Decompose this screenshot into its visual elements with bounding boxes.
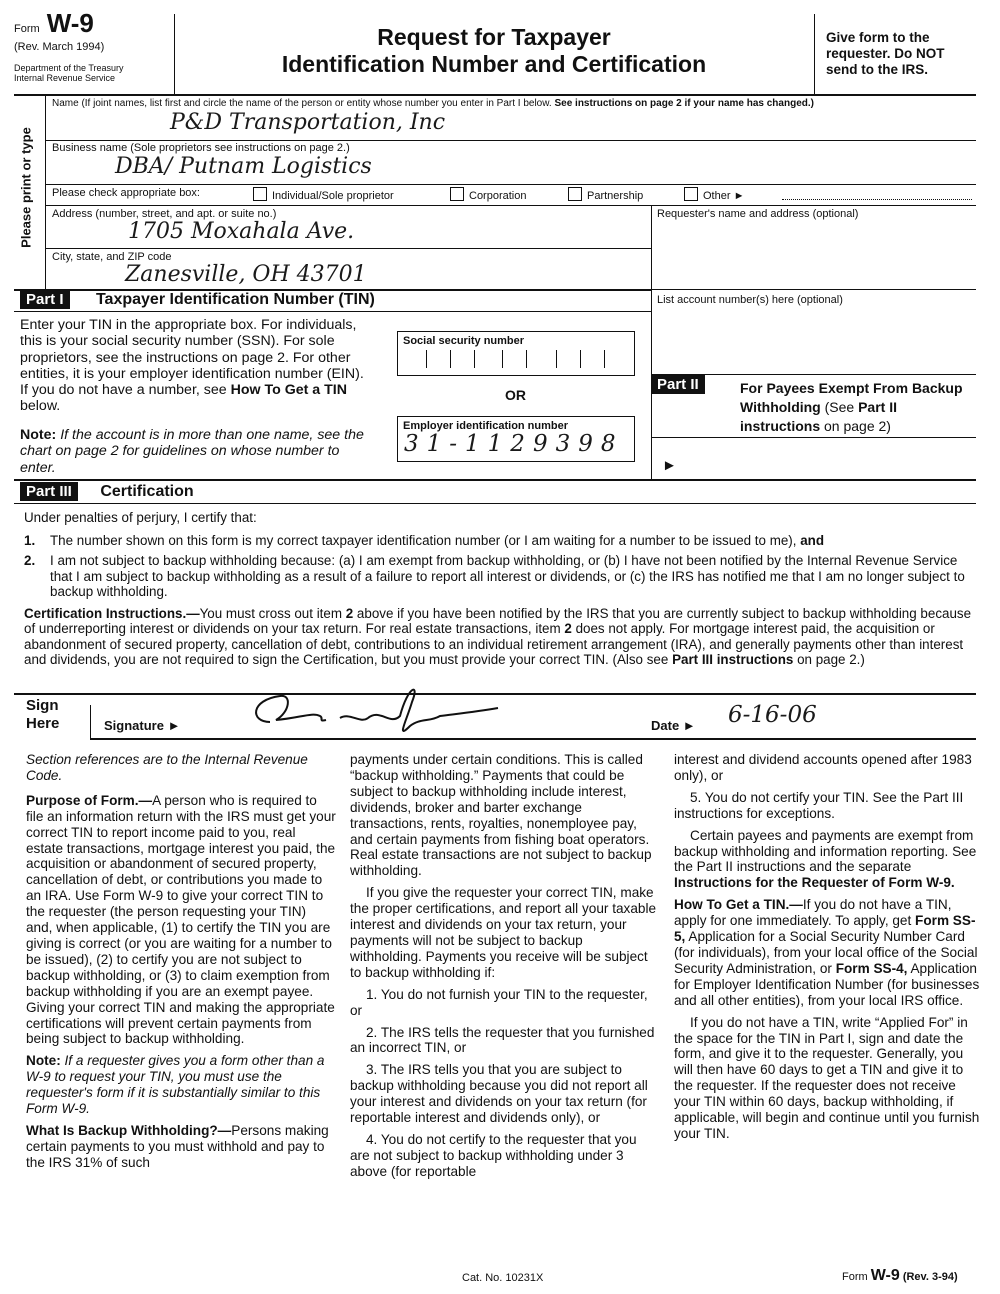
- ssn-label: Social security number: [403, 335, 525, 347]
- other-input-line[interactable]: [782, 199, 972, 200]
- check-row: [52, 187, 200, 199]
- form-title: [176, 24, 812, 78]
- ssn-box[interactable]: [397, 331, 635, 376]
- cert-item-2: 2. I am not subject to backup withholding because: (a) I am exempt from backup withholding, or (b) I have not been notified by the Internal Revenue Service that I am subject to backup withholding as a result of a failure to report all interest or dividends, or (c) the IRS has notified me that I am no longer subject to backup withholding.: [24, 553, 965, 599]
- account-label: List account number(s) here (optional): [657, 294, 843, 306]
- business-value[interactable]: DBA/ Putnam Logistics: [115, 154, 372, 179]
- ein-box[interactable]: [397, 416, 635, 462]
- address-value[interactable]: 1705 Moxahala Ave.: [128, 219, 355, 244]
- part2-title: For Payees Exempt From Backup Withholding (See Part II instructions on page 2): [740, 380, 963, 434]
- signature-label: Signature ►: [104, 718, 181, 733]
- checkbox-individual[interactable]: Individual/Sole proprietor: [253, 187, 394, 202]
- checkbox-icon[interactable]: [450, 187, 464, 201]
- checkbox-partnership[interactable]: Partnership: [568, 187, 643, 202]
- check-label: Please check appropriate box:: [52, 187, 200, 199]
- date-value[interactable]: 6-16-06: [728, 702, 817, 728]
- instructions-col-1: Section references are to the Internal Revenue Code. Purpose of Form.—A person who is required to file an information return with the IRS must get your correct TIN to report income paid to you, real estate transactions, mortgage interest you paid, the acquisition or abandonment of secured property, cancellation of debt, or contributions you made to an IRA. Use Form W-9 to give your correct TIN to the requester (the person requesting your TIN) and, when applicable, (1) to certify the TIN you are giving is correct (or you are waiting for a number to be issued), (2) to certify you are not subject to backup withholding, or (3) to claim exemption from backup withholding if you are an exempt payee. Giving your correct TIN and making the appropriate certifications will prevent certain payments from being subject to backup withholding. Note: If a requester gives you a form other than a W-9 to request your TIN, you must use the requester's form if it is substantially similar to this Form W-9. What Is Backup Withholding?—Persons making certain payments to you must withhold and pay to the IRS 31% of such: [26, 752, 336, 1170]
- part1-note: Note: If the account is in more than one name, see the chart on page 2 for guidelines on whose number to enter.: [20, 427, 364, 476]
- date-label: Date ►: [651, 718, 696, 733]
- part3-body: [24, 510, 974, 668]
- part1-intro: Enter your TIN in the appropriate box. For individuals, this is your social security number (SSN). For sole proprietors, see the instructions on page 2. For other entities, it is your employer identification number (EIN). If you do not have a number, see How To Get a TIN below.: [20, 317, 364, 415]
- part2-badge: Part II: [651, 375, 705, 394]
- form-revision: (Rev. March 1994): [14, 41, 105, 53]
- city-label: City, state, and ZIP code: [52, 251, 172, 263]
- title-line1: Request for Taxpayer: [377, 24, 611, 50]
- city-value[interactable]: Zanesville, OH 43701: [125, 262, 367, 287]
- checkbox-icon[interactable]: [684, 187, 698, 201]
- ein-label: Employer identification number: [403, 420, 569, 432]
- business-label: Business name (Sole proprietors see instructions on page 2.): [52, 142, 350, 154]
- footer-form-id: Form W-9 (Rev. 3-94): [842, 1267, 958, 1284]
- part1-title: Taxpayer Identification Number (TIN): [95, 291, 375, 308]
- checkbox-icon[interactable]: [568, 187, 582, 201]
- address-label: Address (number, street, and apt. or suite no.): [52, 208, 277, 220]
- dept-line1: Department of the Treasury: [14, 63, 124, 73]
- part3-header: [20, 483, 194, 501]
- checkbox-corporation[interactable]: Corporation: [450, 187, 526, 202]
- form-id-block: [14, 8, 174, 83]
- part1-header: [20, 291, 375, 309]
- or-label: OR: [505, 387, 526, 403]
- cert-instructions: Certification Instructions.—You must cross out item 2 above if you have been notified by the IRS that you are currently subject to backup withholding because of underreporting interest or dividends on your tax return. For real estate transactions, item 2 does not apply. For mortgage interest paid, the acquisition or abandonment of secured property, cancellation of debt, contributions to an individual retirement arrangement (IRA), and generally payments other than interest and dividends, you are not required to sign the Certification, but you must provide your correct TIN. (Also see Part III instructions on page 2.): [24, 605, 972, 667]
- dept-line2: Internal Revenue Service: [14, 73, 116, 83]
- side-label: Please print or type: [18, 127, 34, 248]
- instructions-col-2: payments under certain conditions. This is called “backup withholding.” Payments that could be subject to backup withholding include interest, dividends, broker and barter exchange transactions, rents, royalties, nonemployee pay, and certain payments from fishing boat operators. Real estate transactions are not subject to backup withholding. If you give the requester your correct TIN, make the proper certifications, and report all your taxable interest and dividends on your tax return, your payments will not be subject to backup withholding. Payments you receive will be subject to backup withholding if: 1. You do not furnish your TIN to the requester, or 2. The IRS tells the requester that you furnished an incorrect TIN, or 3. The IRS tells you that you are subject to backup withholding because you did not report all your interest and dividends on your tax return (for reportable interest and dividends only), or 4. You do not certify to the requester that you are not subject to backup withholding under 3 above (for reportable: [350, 752, 657, 1179]
- sign-here: Sign Here: [26, 697, 60, 732]
- part3-title: Certification: [100, 483, 194, 500]
- form-name: W-9: [46, 8, 94, 38]
- cert-intro: Under penalties of perjury, I certify that:: [24, 510, 257, 525]
- part3-badge: Part III: [20, 482, 78, 501]
- requester-label: Requester's name and address (optional): [657, 208, 859, 220]
- signature-mark[interactable]: [240, 682, 500, 744]
- title-line2: Identification Number and Certification: [281, 51, 707, 77]
- give-form-note: Give form to the requester. Do NOT send to the IRS.: [826, 30, 945, 77]
- part2-arrow-icon: ►: [662, 457, 677, 474]
- cert-item-1: 1. The number shown on this form is my correct taxpayer identification number (or I am waiting for a number to be issued to me), and: [24, 532, 825, 548]
- cat-number: Cat. No. 10231X: [462, 1272, 544, 1284]
- checkbox-icon[interactable]: [253, 187, 267, 201]
- form-prefix: Form: [14, 23, 40, 35]
- checkbox-other[interactable]: Other ►: [684, 187, 744, 202]
- instructions-col-3: interest and dividend accounts opened after 1983 only), or 5. You do not certify your TIN. See the Part III instructions for exceptions. Certain payees and payments are exempt from backup withholding and information reporting. See the Part II instructions and the separate Instructions for the Requester of Form W-9. How To Get a TIN.—If you do not have a TIN, apply for one immediately. To apply, get Form SS-5, Application for a Social Security Number Card (for individuals), from your local office of the Social Security Administration, or Form SS-4, Application for Employer Identification Number (for businesses and all other entities), from your local IRS office. If you do not have a TIN, write “Applied For” in the space for the TIN in Part I, sign and date the form, and give it to the requester. Generally, you will then have 60 days to get a TIN and give it to the requester. If the requester does not receive your TIN within 60 days, backup withholding, if applicable, will begin and continue until you furnish your TIN.: [674, 752, 980, 1141]
- part2-header: [651, 376, 705, 394]
- name-value[interactable]: P&D Transportation, Inc: [170, 110, 446, 135]
- ein-value[interactable]: 31-1129398: [404, 431, 624, 457]
- name-label: Name (If joint names, list first and circle the name of the person or entity whose number you enter in Part I below. See instructions on page 2 if your name has changed.): [52, 98, 814, 109]
- part1-badge: Part I: [20, 290, 70, 309]
